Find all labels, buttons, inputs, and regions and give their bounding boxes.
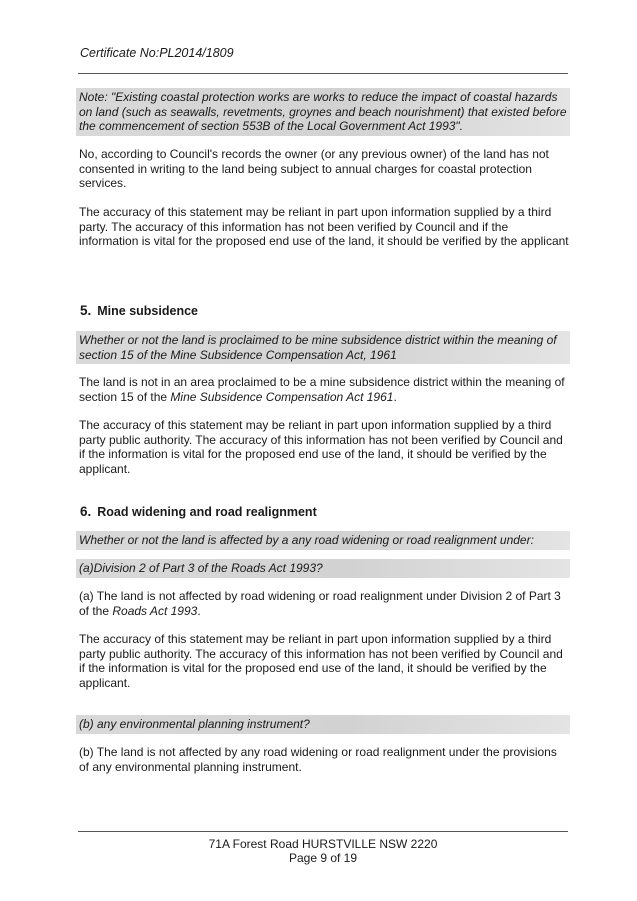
certificate-number: Certificate No:PL2014/1809	[80, 46, 234, 60]
section-5-answer-end: .	[393, 389, 397, 404]
coastal-protection-note: Note: "Existing coastal protection works are works to reduce the impact of coastal hazards on land (such as seawalls, revetments, groynes and beach nourishment) that existed before the commencement of section 553B of the Local Government Act 1993".	[76, 88, 570, 136]
section-6-sub-a: (a)Division 2 of Part 3 of the Roads Act 1993?	[76, 559, 570, 578]
section-6-question: Whether or not the land is affected by a any road widening or road realignment under:	[76, 531, 570, 550]
section-6-answer-b-text: (b) The land is not affected by any road widening or road realignment under the provisions of any environmental planning instrument.	[79, 745, 557, 774]
section-5-answer-act: Mine Subsidence Compensation Act 1961	[170, 389, 394, 404]
coastal-statement-text: No, according to Council's records the owner (or any previous owner) of the land has not consented in writing to the land being subject to annual charges for coastal protection services.	[79, 147, 549, 190]
footer-rule	[78, 831, 568, 832]
section-5-number: 5.	[80, 303, 92, 318]
coastal-accuracy-text: The accuracy of this statement may be reliant in part upon information supplied by a third party. The accuracy of this information has not been verified by Council and if the information is vital for the proposed end use of the land, it should be verified by the applicant	[79, 205, 569, 248]
section-5-question: Whether or not the land is proclaimed to be mine subsidence district within the meaning of section 15 of the Mine Subsidence Compensation Act, 1961	[76, 331, 570, 364]
section-6-accuracy-text: The accuracy of this statement may be reliant in part upon information supplied by a third party public authority. The accuracy of this information has not been verified by Council and if the information is vital for the proposed end use of the land, it should be verified by the applicant.	[79, 632, 563, 690]
section-5-heading	[80, 303, 198, 318]
section-6-number: 6.	[80, 504, 92, 519]
section-6-answer-a-act: Roads Act 1993	[112, 603, 198, 618]
section-5-answer	[79, 375, 569, 404]
section-6-title: Road widening and road realignment	[97, 505, 317, 519]
section-5-title: Mine subsidence	[97, 304, 198, 318]
section-6-answer-a-end: .	[197, 603, 201, 618]
footer-address: 71A Forest Road HURSTVILLE NSW 2220	[208, 837, 438, 851]
section-6-heading	[80, 504, 317, 519]
header-rule	[78, 73, 568, 74]
coastal-statement	[79, 147, 569, 191]
section-6-accuracy	[79, 632, 569, 690]
section-6-sub-b: (b) any environmental planning instrument?	[76, 715, 570, 734]
section-6-answer-b	[79, 745, 569, 774]
footer-page-number: Page 9 of 19	[288, 851, 358, 865]
section-6-answer-a-text: (a) The land is not affected by road widening or road realignment under Division 2 of Part 3 of the	[79, 589, 561, 618]
section-5-accuracy	[79, 418, 569, 476]
section-5-accuracy-text: The accuracy of this statement may be reliant in part upon information supplied by a third party public authority. The accuracy of this information has not been verified by Council and if the information is vital for the proposed end use of the land, it should be verified by the applicant.	[79, 418, 563, 476]
section-5-answer-text: The land is not in an area proclaimed to be a mine subsidence district within the meaning of section 15 of the	[79, 375, 565, 404]
section-6-answer-a	[79, 589, 569, 618]
coastal-accuracy	[79, 205, 569, 249]
